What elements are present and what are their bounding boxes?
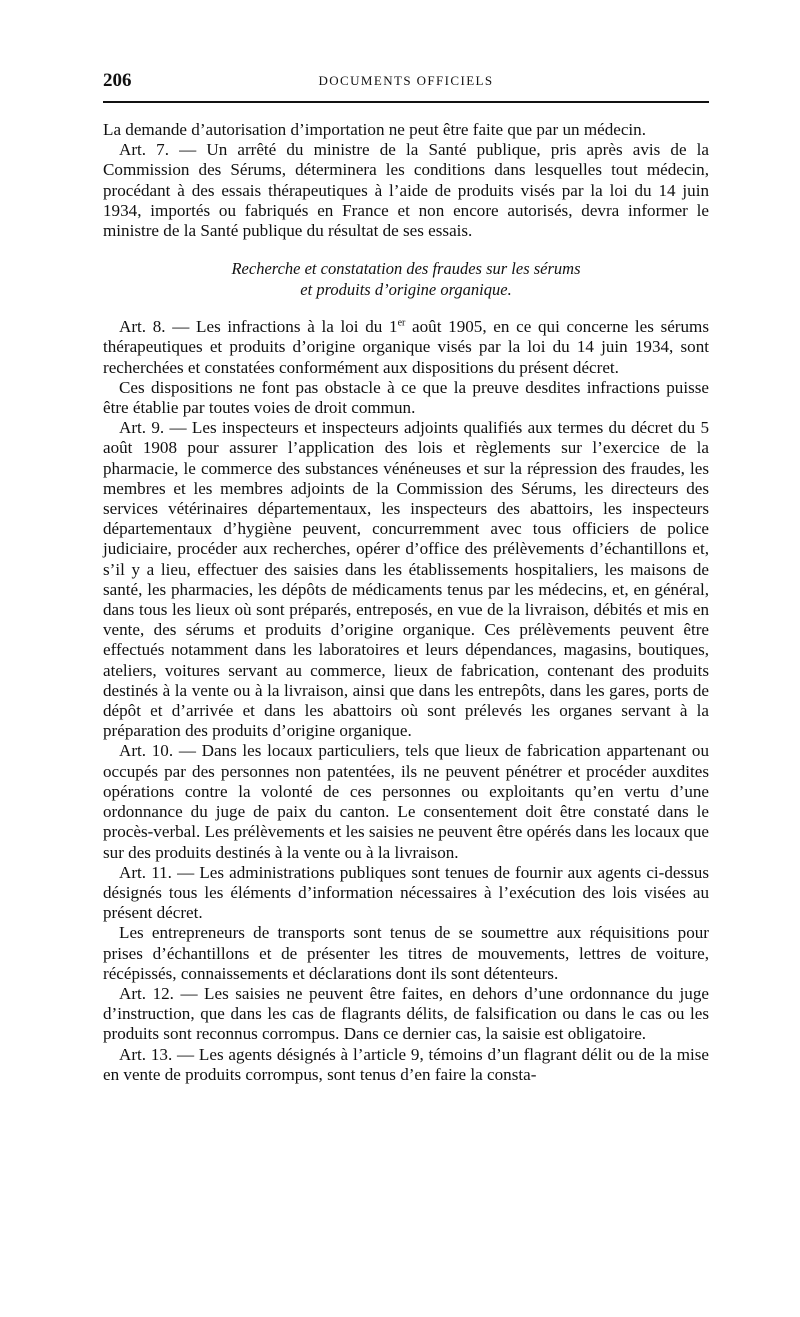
page-header: [103, 70, 709, 98]
section-heading: [103, 259, 709, 300]
paragraph-art-10: Art. 10. — Dans les locaux particuliers, tels que lieux de fabrication appartenant ou occupés par des personnes non patentées, ils ne peuvent pénétrer et procéder auxdites opérations contre la volonté de ces personnes ou exploitants qu’en vertu d’une ordonnance du juge de paix du canton. Le consentement doit être constaté dans le procès-verbal. Les prélèvements et les saisies ne peuvent être opérés dans les locaux que sur des produits destinés à la vente ou à la livraison.: [103, 741, 709, 862]
running-title: DOCUMENTS OFFICIELS: [318, 73, 494, 88]
paragraph-art-11: Art. 11. — Les administrations publiques sont tenues de fournir aux agents ci-dessus désignés tous les éléments d’information nécessaires à l’exécution des lois visées au présent décret.: [103, 862, 709, 923]
paragraph-dispositions: Ces dispositions ne font pas obstacle à ce que la preuve desdites infractions puisse être établie par toutes voies de droit commun.: [103, 377, 709, 418]
paragraph-importation: La demande d’autorisation d’importation ne peut être faite que par un médecin.: [103, 120, 646, 139]
art-8-superscript: er: [397, 317, 406, 329]
section-heading-line-1: Recherche et constatation des fraudes sur les sérums: [231, 259, 581, 279]
paragraph-art-7: Art. 7. — Un arrêté du ministre de la Santé publique, pris après avis de la Commission des Sérums, déterminera les conditions dans lesquelles tout médecin, procédant à des essais thérapeutiques à l’aide de produits visés par la loi du 14 juin 1934, importés ou fabriqués en France et non encore autorisés, devra informer le ministre de la Santé publique du résultat de ses essais.: [103, 140, 709, 241]
paragraph-art-12: Art. 12. — Les saisies ne peuvent être faites, en dehors d’une ordonnance du juge d’instruction, que dans les cas de flagrants délits, de falsification ou dans le cas ou les produits sont reconnus corrompus. Dans ce dernier cas, la saisie est obligatoire.: [103, 983, 709, 1044]
header-rule: [103, 101, 709, 103]
art-8-text-end: août 1905, en ce qui concerne les sérums thérapeutiques et produits d’origine organique visés par la loi du 14 juin 1934, sont recherchées et constatées conformément aux dispositions du présent décret.: [103, 317, 709, 377]
paragraph-art-8: [103, 317, 709, 378]
section-heading-line-2: et produits d’origine organique.: [300, 279, 512, 299]
art-8-text-start: Art. 8. — Les infractions à la loi du 1: [119, 317, 398, 337]
page-number: 206: [103, 70, 132, 91]
paragraph-art-13: Art. 13. — Les agents désignés à l’article 9, témoins d’un flagrant délit ou de la mise en vente de produits corrompus, sont tenus d’en faire la consta-: [103, 1044, 709, 1084]
body-text: [103, 120, 709, 1085]
paragraph-transports: Les entrepreneurs de transports sont tenus de se soumettre aux réquisitions pour prises d’échantillons et de présenter les titres de mouvements, lettres de voiture, récépissés, connaissements et déclarations dont ils sont détenteurs.: [103, 923, 709, 983]
paragraph-art-9: Art. 9. — Les inspecteurs et inspecteurs adjoints qualifiés aux termes du décret du 5 août 1908 pour assurer l’application des lois et règlements sur l’exercice de la pharmacie, le commerce des substances vénéneuses et sur la répression des fraudes, les membres et les membres adjoints de la Commission des Sérums, les directeurs des services vétérinaires départementaux, les inspecteurs des abattoirs, les inspecteurs départementaux d’hygiène peuvent, concurremment avec tous officiers de police judiciaire, procéder aux recherches, opérer d’office des prélèvements d’échantillons et, s’il y a lieu, effectuer des saisies dans les établissements hospitaliers, les maisons de santé, les pharmacies, les dépôts de médicaments tenus par les médecins, et, en général, dans tous les lieux où sont préparés, entreposés, en vue de la livraison, débités et mis en vente, des sérums et produits d’origine organique. Ces prélèvements peuvent être effectués notamment dans les laboratoires et leurs dépendances, magasins, boutiques, ateliers, voitures servant au commerce, lieux de fabrication, contenant des produits destinés à la vente ou à la livraison, ainsi que dans les entrepôts, dans les gares, ports de dépôt et d’arrivée et dans les abattoirs où sont prélevés les organes servant à la préparation des produits d’origine organique.: [103, 418, 709, 741]
